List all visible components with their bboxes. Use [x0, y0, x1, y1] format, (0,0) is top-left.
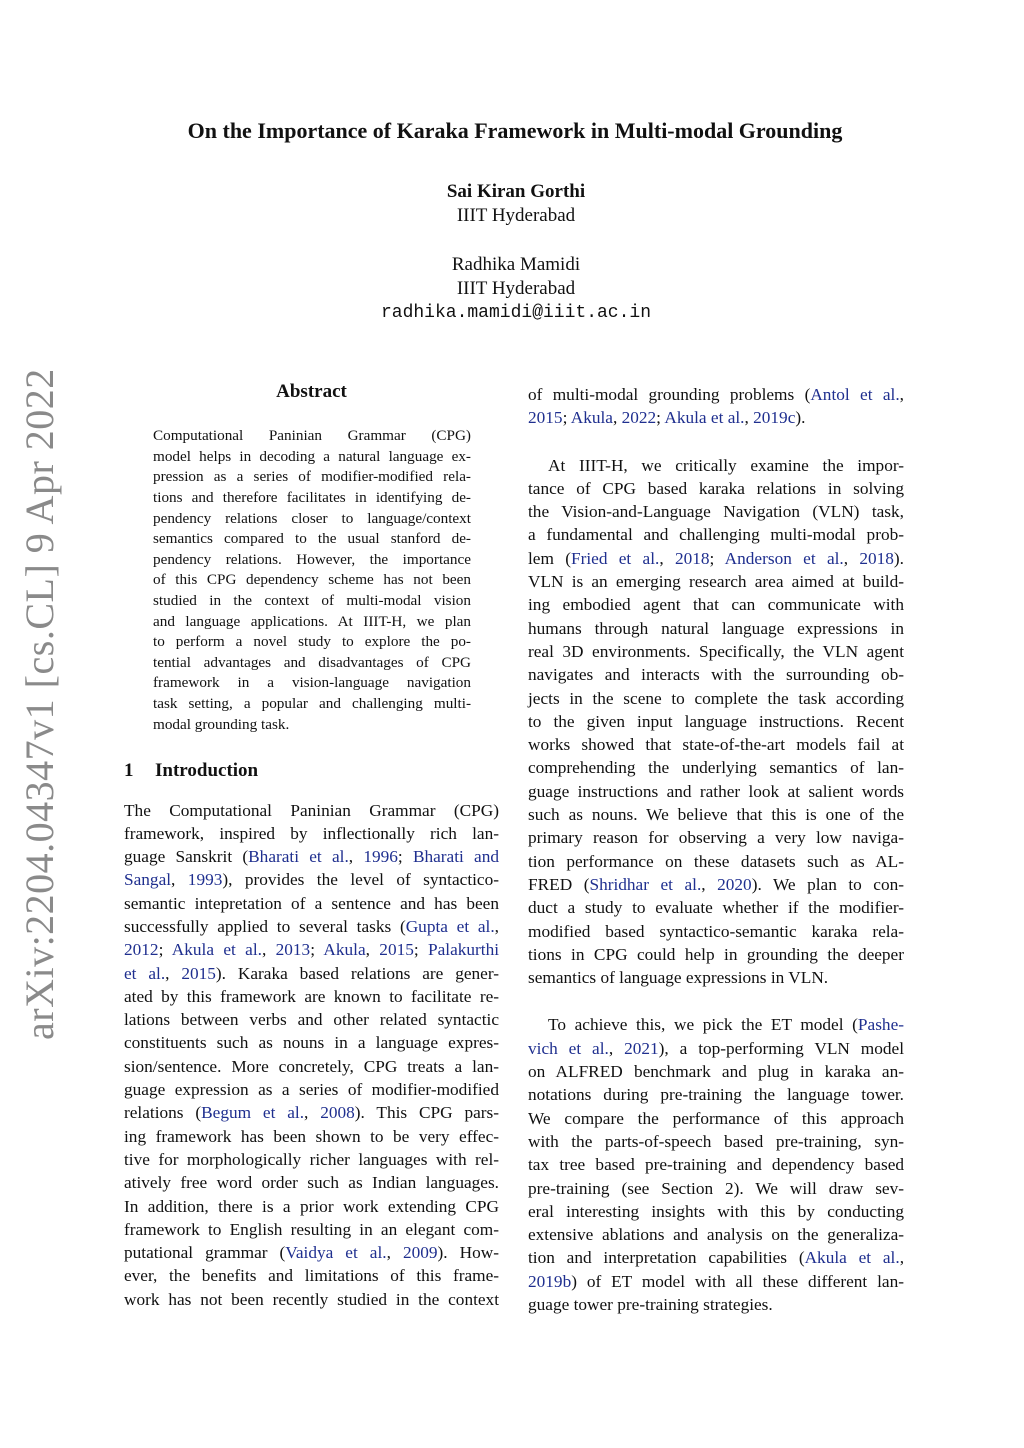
text-line: framework, inspired by inflectionally rich lan- — [124, 823, 499, 843]
text-run: ; — [709, 548, 725, 568]
text-line: the Vision-and-Language Navigation (VLN) task, — [528, 502, 904, 522]
citation-link[interactable]: et al. — [124, 963, 166, 983]
abstract-line: modal grounding task. — [153, 715, 290, 733]
text-run: , — [843, 548, 860, 568]
text-line: At IIIT-H, we critically examine the impor- — [548, 455, 904, 475]
text-line: modified based syntactico-semantic karaka rela- — [528, 921, 904, 941]
text-line: semantics of language expressions in VLN. — [528, 968, 829, 988]
text-line: with the parts-of-speech based pre-training, syn- — [528, 1131, 904, 1151]
text-line: to the given input language instructions. Recent — [528, 711, 904, 731]
citation-link[interactable]: 2012 — [124, 940, 159, 960]
text-run: , — [612, 408, 622, 428]
text-line — [528, 1013, 904, 1036]
left-column — [124, 380, 499, 1311]
text-line — [124, 915, 499, 938]
right-column — [528, 383, 904, 1316]
text-run: , — [304, 1103, 321, 1123]
text-run: , — [899, 385, 904, 404]
text-run: , — [659, 548, 675, 568]
citation-link[interactable]: 2018 — [859, 548, 894, 568]
text-run: of multi-modal grounding problems ( — [528, 385, 811, 404]
text-line: ing embodied agent that can communicate with — [528, 595, 904, 615]
citation-link[interactable]: 2022 — [621, 408, 657, 428]
text-line: notations during pre-training the language tower. — [528, 1085, 904, 1105]
author-email[interactable]: radhika.mamidi@iiit.ac.in — [380, 303, 652, 323]
text-line: works showed that state-of-the-art models fail at — [528, 735, 904, 755]
text-line: such as nouns. We believe that this is one of the — [528, 805, 904, 825]
text-run: , — [386, 1243, 403, 1263]
abstract-line: Computational Paninian Grammar (CPG) — [153, 427, 471, 445]
text-line: guage tower pre-training strategies. — [528, 1294, 773, 1314]
citation-link[interactable]: 2015 — [528, 408, 563, 428]
text-line: tive for morphologically richer languages with rel- — [124, 1149, 499, 1169]
abstract-line: framework in a vision-language navigation — [153, 674, 471, 692]
text-line — [124, 1101, 499, 1124]
text-run: , — [261, 940, 276, 960]
text-line — [528, 1037, 904, 1060]
citation-link[interactable]: 2019b — [528, 1271, 572, 1291]
text-run: ). How- — [437, 1243, 499, 1263]
abstract-line: pendency relations closer to language/context — [153, 509, 471, 527]
text-run: , — [165, 963, 182, 983]
text-line: atively free word order such as Indian languages. — [124, 1173, 499, 1193]
text-line: humans through natural language expressions in — [528, 618, 904, 638]
citation-link[interactable]: Akula — [323, 940, 366, 960]
abstract-line: model helps in decoding a natural language ex- — [153, 447, 471, 465]
text-line: primary reason for observing a very low naviga- — [528, 828, 904, 848]
text-line — [528, 1270, 904, 1293]
text-run: ; — [413, 940, 429, 960]
citation-link[interactable]: Anderson et al. — [724, 548, 844, 568]
text-line — [124, 1241, 499, 1264]
text-line: guage instructions and rather look at salient words — [528, 781, 904, 801]
text-run: ) of ET model with all these different lan- — [571, 1271, 904, 1291]
citation-link[interactable]: Antol et al. — [810, 385, 900, 404]
text-line: tion performance on these datasets such as AL- — [528, 851, 904, 871]
text-line: We compare the performance of this approach — [528, 1108, 904, 1128]
text-run: lem ( — [528, 548, 571, 568]
text-line: duct a study to evaluate whether if the modifier- — [528, 898, 904, 918]
paragraph-continuation — [528, 383, 904, 430]
citation-link[interactable]: Akula et al. — [804, 1248, 900, 1268]
citation-link[interactable]: Fried et al. — [570, 548, 660, 568]
text-run: ). Karaka based relations are gener- — [215, 963, 500, 983]
citation-link[interactable]: Vaidya et al. — [285, 1243, 387, 1263]
author-block-2 — [0, 253, 1024, 325]
text-run: , — [171, 870, 188, 890]
arxiv-identifier: arXiv:2204.04347v1 [cs.CL] 9 Apr 2022 — [17, 368, 62, 1040]
citation-link[interactable]: 1993 — [187, 870, 223, 890]
text-run: tion and interpretation capabilities ( — [528, 1248, 805, 1268]
text-line: semantic intepretation of a sentence and has been — [124, 893, 499, 913]
section-heading-introduction — [124, 759, 499, 782]
text-line: extensive ablations and analysis on the generaliza- — [528, 1225, 904, 1245]
text-line: tance of CPG based karaka relations in solving — [528, 478, 904, 498]
text-run: ; — [562, 408, 571, 428]
paragraph-et-model — [528, 1013, 904, 1316]
text-line: constituents such as nouns in a language expres- — [124, 1033, 499, 1053]
text-run: relations ( — [124, 1103, 202, 1123]
text-run: ). — [893, 548, 904, 568]
abstract-line: of this CPG dependency scheme has not been — [153, 571, 471, 589]
text-run: successfully applied to several tasks ( — [124, 916, 406, 936]
text-run: , — [348, 847, 364, 867]
text-line — [528, 873, 904, 896]
text-line — [528, 383, 904, 406]
text-run: ). — [795, 408, 806, 428]
author-affiliation: IIIT Hyderabad — [456, 205, 576, 226]
text-line: framework to English resulting in an elegant com- — [124, 1219, 499, 1239]
abstract-text — [153, 426, 471, 735]
text-line: guage expression as a series of modifier-modified — [124, 1080, 499, 1100]
citation-link[interactable]: 2021 — [624, 1038, 659, 1058]
text-run: ; — [656, 408, 665, 428]
text-run: ). This CPG pars- — [354, 1103, 499, 1123]
citation-link[interactable]: Begum et al. — [201, 1103, 305, 1123]
citation-link[interactable]: Akula et al. — [664, 408, 745, 428]
citation-link[interactable]: Shridhar et al. — [589, 874, 702, 894]
text-line: VLN is an emerging research area aimed at build- — [528, 572, 904, 592]
text-run: , — [494, 916, 499, 936]
author-name: Radhika Mamidi — [451, 254, 581, 275]
text-run: , — [365, 940, 380, 960]
citation-link[interactable]: 2009 — [402, 1243, 438, 1263]
text-line: tions in CPG could help in grounding the deeper — [528, 944, 904, 964]
text-line: tax tree based pre-training and dependency based — [528, 1155, 904, 1175]
citation-link[interactable]: Palakurthi — [428, 940, 500, 960]
citation-link[interactable]: Bharati and — [412, 847, 499, 867]
text-line: sion/sentence. More concretely, CPG treats a lan- — [124, 1056, 499, 1076]
abstract-line: pression as a series of modifier-modified rela- — [153, 468, 471, 486]
abstract-line: pendency relations. However, the importance — [153, 550, 471, 568]
text-run: To achieve this, we pick the ET model ( — [548, 1015, 858, 1035]
paragraph-vln — [528, 454, 904, 990]
citation-link[interactable]: vich et al. — [528, 1038, 609, 1058]
abstract-line: to perform a novel study to explore the po- — [153, 633, 471, 651]
text-line — [124, 868, 499, 891]
author-name: Sai Kiran Gorthi — [446, 181, 586, 202]
text-line: pre-training (see Section 2). We will draw sev- — [528, 1178, 904, 1198]
citation-link[interactable]: 2015 — [181, 963, 216, 983]
citation-link[interactable]: 1996 — [363, 847, 398, 867]
citation-link[interactable]: Gupta et al. — [405, 916, 495, 936]
text-run: ; — [310, 940, 324, 960]
text-line: ever, the benefits and limitations of this frame- — [124, 1266, 499, 1286]
text-run: ; — [397, 847, 413, 867]
section-number: 1 — [124, 760, 134, 782]
text-line: a fundamental and challenging multi-modal prob- — [528, 525, 904, 545]
text-line — [124, 845, 499, 868]
paper-title: On the Importance of Karaka Framework in Multi-modal Grounding — [187, 118, 843, 143]
abstract-line: and language applications. At IIIT-H, we plan — [153, 612, 471, 630]
citation-link[interactable]: 2018 — [674, 548, 710, 568]
text-run: , — [701, 874, 718, 894]
section-title: Introduction — [155, 760, 259, 782]
text-run: , — [744, 408, 754, 428]
citation-link[interactable]: Akula — [570, 408, 613, 428]
citation-link[interactable]: Bharati et al. — [248, 847, 349, 867]
text-line: jects in the scene to complete the task according — [528, 688, 904, 708]
intro-paragraph — [124, 799, 499, 1312]
text-line: navigates and interacts with the surrounding ob- — [528, 665, 904, 685]
citation-link[interactable]: 2015 — [379, 940, 414, 960]
text-line — [528, 406, 904, 429]
citation-link[interactable]: 2020 — [717, 874, 752, 894]
text-line: comprehending the underlying semantics of lan- — [528, 758, 904, 778]
text-line: work has not been recently studied in the context — [124, 1289, 499, 1309]
citation-link[interactable]: 2019c — [753, 408, 796, 428]
abstract-line: studied in the context of multi-modal vision — [153, 592, 471, 610]
text-line: real 3D environments. Specifically, the VLN agent — [528, 641, 904, 661]
text-run: putational grammar ( — [124, 1243, 286, 1263]
text-line: lations between verbs and other related syntactic — [124, 1010, 499, 1030]
abstract-line: task setting, a popular and challenging multi- — [153, 695, 471, 713]
text-run: ), provides the level of syntactico- — [222, 870, 499, 890]
abstract-heading: Abstract — [276, 381, 347, 402]
text-line — [124, 962, 499, 985]
text-run: , — [608, 1038, 625, 1058]
text-run: FRED ( — [528, 874, 590, 894]
text-line: eral interesting insights with this by conducting — [528, 1201, 904, 1221]
author-block-1 — [0, 180, 1024, 228]
text-line: ated by this framework are known to facilitate re- — [124, 986, 499, 1006]
text-line: on ALFRED benchmark and plug in karaka an- — [528, 1062, 904, 1082]
abstract-line: tential advantages and disadvantages of CPG — [153, 653, 471, 671]
text-line — [528, 1246, 904, 1269]
text-line: ing framework has been shown to be very effec- — [124, 1126, 499, 1146]
text-line — [528, 547, 904, 570]
author-affiliation: IIIT Hyderabad — [456, 278, 576, 299]
text-line — [124, 938, 499, 961]
abstract-line: semantics compared to the usual stanford de- — [153, 530, 471, 548]
citation-link[interactable]: 2008 — [320, 1103, 355, 1123]
citation-link[interactable]: Sangal — [124, 870, 172, 890]
text-line: In addition, there is a prior work extending CPG — [124, 1196, 499, 1216]
text-run: guage Sanskrit ( — [124, 847, 249, 867]
text-run: , — [899, 1248, 905, 1268]
citation-link[interactable]: Akula et al. — [171, 940, 262, 960]
text-run: ), a top-performing VLN model — [658, 1038, 904, 1058]
citation-link[interactable]: 2013 — [275, 940, 311, 960]
abstract-line: tions and therefore facilitates in identifying de- — [153, 489, 471, 507]
text-run: ; — [158, 940, 172, 960]
citation-link[interactable]: Pashe- — [857, 1015, 904, 1035]
text-line: The Computational Paninian Grammar (CPG) — [124, 800, 499, 820]
text-run: ). We plan to con- — [751, 874, 905, 894]
